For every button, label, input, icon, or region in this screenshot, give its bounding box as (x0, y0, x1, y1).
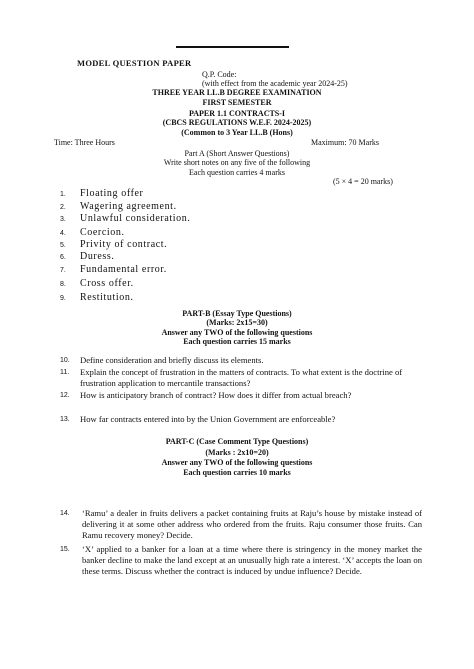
common-note: (Common to 3 Year LL.B (Hons) (181, 128, 293, 137)
part-b-question (60, 355, 420, 366)
qp-code: Q.P. Code: (202, 70, 237, 79)
question-number: 9. (60, 295, 66, 302)
part-a-question (60, 292, 134, 303)
question-text: Wagering agreement. (80, 201, 177, 212)
part-b-question (60, 390, 420, 401)
regulations: (CBCS REGULATIONS W.E.F. 2024-2025) (162, 118, 312, 127)
question-number: 7. (60, 267, 66, 274)
part-a-question (60, 188, 143, 199)
question-number: 8. (60, 281, 66, 288)
part-c-question (60, 544, 422, 577)
part-a-question (60, 227, 125, 238)
part-c-title: PART-C (Case Comment Type Questions) (165, 437, 309, 446)
question-number: 11. (60, 369, 70, 376)
semester-title: FIRST SEMESTER (202, 98, 272, 107)
exam-title: THREE YEAR LL.B DEGREE EXAMINATION (152, 88, 322, 97)
part-a-question (60, 264, 167, 275)
part-a-question (60, 201, 177, 212)
part-a-question (60, 251, 114, 262)
part-a-question (60, 239, 167, 250)
part-a-instruction-2: Each question carries 4 marks (189, 168, 285, 177)
part-a-question (60, 213, 190, 224)
question-number: 15. (60, 546, 70, 553)
question-number: 3. (60, 216, 66, 223)
part-c-marks: (Marks : 2x10=20) (205, 448, 269, 457)
question-text: Floating offer (80, 188, 144, 199)
question-text: Privity of contract. (80, 239, 168, 250)
question-text: Define consideration and briefly discuss its elements. (80, 355, 264, 365)
question-number: 14. (60, 510, 70, 517)
question-text: How far contracts entered into by the Union Government are enforceable? (80, 414, 336, 424)
question-number: 5. (60, 242, 66, 249)
question-text: How is anticipatory branch of contract? How does it differ from actual breach? (80, 390, 352, 400)
question-number: 12. (60, 392, 70, 399)
question-text: Explain the concept of frustration in the matters of contracts. To what extent is the doctrine of frustration application to mercantile transactions? (80, 367, 403, 388)
part-c-instruction-2: Each question carries 10 marks (183, 468, 291, 477)
part-b-question (60, 414, 420, 425)
question-text: Unlawful consideration. (80, 213, 191, 224)
question-text: ‘Ramu’ a dealer in fruits delivers a packet containing fruits at Raju’s house by mistake instead of delivering it at some other address who ordered from the fruits. Raju consumer those fruits. Can Ramu recovery money? Decide. (82, 508, 422, 540)
question-number: 1. (60, 191, 66, 198)
part-a-instruction-1: Write short notes on any five of the following (163, 158, 311, 167)
effect-note: (with effect from the academic year 2024-25) (202, 79, 348, 88)
question-text: Duress. (80, 251, 115, 262)
part-b-instruction-1: Answer any TWO of the following questions (161, 328, 313, 337)
header-rule (176, 46, 289, 48)
part-b-title: PART-B (Essay Type Questions) (182, 309, 292, 318)
question-number: 2. (60, 204, 66, 211)
part-a-question (60, 278, 134, 289)
question-text: Cross offer. (80, 278, 134, 289)
part-b-marks: (Marks: 2x15=30) (206, 318, 268, 327)
time-allowed: Time: Three Hours (54, 138, 115, 147)
question-text: Fundamental error. (80, 264, 167, 275)
question-text: ‘X’ applied to a banker for a loan at a time where there is stringency in the money market the banker decline to make the land except at an unusually high rate a interest. ‘X’ accepts the loan on these terms. Discuss whether the contract is induced by undue influence? Decide. (82, 544, 422, 576)
model-question-paper-label: MODEL QUESTION PAPER (77, 58, 192, 68)
part-b-instruction-2: Each question carries 15 marks (183, 337, 291, 346)
question-number: 10. (60, 357, 70, 364)
part-c-question (60, 508, 422, 541)
part-a-marks: (5 × 4 = 20 marks) (333, 177, 393, 186)
paper-title: PAPER 1.1 CONTRACTS-I (188, 109, 286, 118)
part-b-question (60, 367, 420, 389)
question-number: 6. (60, 254, 66, 261)
question-number: 4. (60, 230, 66, 237)
question-text: Restitution. (80, 292, 134, 303)
question-text: Coercion. (80, 227, 125, 238)
part-c-instruction-1: Answer any TWO of the following questions (161, 458, 313, 467)
part-a-title: Part A (Short Answer Questions) (184, 149, 290, 158)
maximum-marks: Maximum: 70 Marks (311, 138, 379, 147)
question-number: 13. (60, 416, 70, 423)
